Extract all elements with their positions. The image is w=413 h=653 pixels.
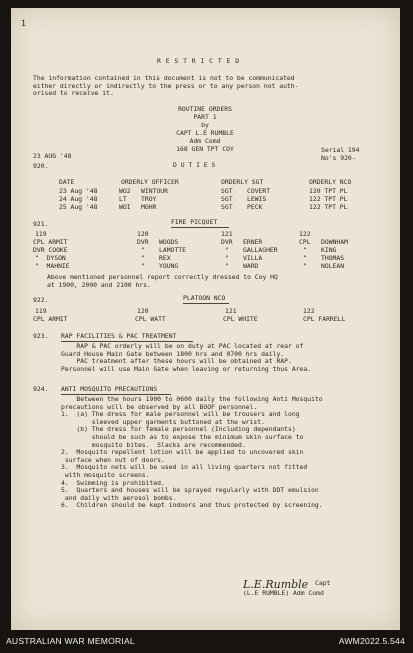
nco-platoon-119: 119 xyxy=(35,307,47,315)
duty-nco: 122 TPT PL xyxy=(309,195,348,203)
duty-officer-name: TROY xyxy=(141,195,157,203)
picquet-note: Above mentioned personnel report correctly dressed to Coy HQ at 1900, 2000 and 2100 hrs. xyxy=(47,273,278,289)
platoon-nco-heading: PLATOON NCO xyxy=(183,294,226,302)
picquet-122-name: KING xyxy=(321,246,337,254)
footer-institution: AUSTRALIAN WAR MEMORIAL xyxy=(6,636,135,646)
duty-date: 24 Aug '48 xyxy=(59,195,98,203)
fire-picquet-heading: FIRE PICQUET xyxy=(171,218,218,226)
item-924-number: 924. xyxy=(33,385,49,393)
picquet-119: " MAHNIE xyxy=(35,262,70,270)
duty-date: 23 Aug '48 xyxy=(59,187,98,195)
officer-role: Adm Comd xyxy=(189,137,221,145)
picquet-121-name: WARD xyxy=(243,262,259,270)
heading-underline xyxy=(183,303,229,304)
rap-heading: RAP FACILITIES & PAC TREATMENT xyxy=(61,332,177,340)
picquet-121-rank: DVR xyxy=(221,238,233,246)
nco-120-name: CPL WATT xyxy=(135,315,166,323)
duty-officer-name: MOHR xyxy=(141,203,157,211)
orders-part: PART 1 xyxy=(193,113,217,121)
rap-body: RAP & PAC orderly will be on duty at PAC located at rear of Guard House Main Gate between 1800 hrs and 0700 hrs daily. PAC treatment after these hours will be obtained at RAP. Personnel will use Main Gate when leaving or returning thus Area. xyxy=(61,342,312,373)
nco-platoon-120: 120 xyxy=(137,307,149,315)
picquet-120-name: REX xyxy=(159,254,171,262)
order-numbers: No's 920- xyxy=(321,154,356,162)
duty-officer-rank: WO2 xyxy=(119,187,131,195)
platoon-121: 121 xyxy=(221,230,233,238)
nco-platoon-122: 122 xyxy=(303,307,315,315)
item-922-number: 922. xyxy=(33,296,49,304)
mosquito-body: Between the hours 1900 to 0600 daily the following Anti Mosquito precautions will be observed by all BOOF personnel. 1. (a) The dress for male personnel will be trousers and long sleeved upper garments buttoned at the wrist. (b) The dress for female personnel (Including dependants) should be such as to expose the minimum skin surface to mosquito bites. Slacks are recommended. 2. Mosquito repellent lotion will be applied to uncovered skin surface when out of doors. 3. Mosquito nets will be used in all living quarters not fitted with mosquito screens. 4. Swimming is prohibited. 5. Quarters and houses will be sprayed regularly with DDT emulsion and daily with aerosol bombs. 6. Children should be kept indoors and thus protected by screening. xyxy=(61,395,323,510)
platoon-120: 120 xyxy=(137,230,149,238)
picquet-119: " DYSON xyxy=(35,254,66,262)
duty-nco: 120 TPT PL xyxy=(309,187,348,195)
footer-accession-number: AWM2022.5.544 xyxy=(338,636,405,646)
picquet-120-rank: " xyxy=(141,262,145,270)
picquet-121-rank: " xyxy=(225,254,229,262)
commanding-officer: CAPT L.E RUMBLE xyxy=(176,129,234,137)
picquet-120-name: LAMOTTE xyxy=(159,246,186,254)
heading-underline xyxy=(171,227,229,228)
picquet-122-name: NOLEAN xyxy=(321,262,345,270)
handwritten-signature: L.E.Rumble xyxy=(243,578,309,591)
duty-officer-rank: WOI xyxy=(119,203,131,211)
nco-121-name: CPL WHITE xyxy=(223,315,258,323)
picquet-122-rank: " xyxy=(303,246,307,254)
unit-name: 168 GEN TPT COY xyxy=(176,145,234,153)
picquet-122-name: DOWNHAM xyxy=(321,238,348,246)
picquet-120-name: YOUNG xyxy=(159,262,179,270)
picquet-121-rank: " xyxy=(225,246,229,254)
picquet-120-name: WOODS xyxy=(159,238,179,246)
item-923-number: 923. xyxy=(33,332,49,340)
nco-122-name: CPL FARRELL xyxy=(303,315,346,323)
duties-col-sgt: ORDERLY SGT xyxy=(221,178,264,186)
duties-heading: D U T I E S xyxy=(173,161,216,169)
restriction-notice: The information contained in this document is not to be communicated either directly or indirectly to the press or to any person not auth- orised to receive it. xyxy=(33,74,299,98)
duty-sgt-rank: SGT xyxy=(221,195,233,203)
picquet-120-rank: DVR xyxy=(137,238,149,246)
nco-119-name: CPL ARMIT xyxy=(33,315,68,323)
platoon-119: 119 xyxy=(35,230,47,238)
duty-nco: 122 TPT PL xyxy=(309,203,348,211)
picquet-122-rank: " xyxy=(303,262,307,270)
duty-sgt-rank: SGT xyxy=(221,203,233,211)
picquet-122-rank: CPL xyxy=(299,238,311,246)
duty-sgt-name: COVERT xyxy=(247,187,271,195)
page-number: 1 xyxy=(21,19,26,28)
picquet-121-name: GALLAGHER xyxy=(243,246,278,254)
duty-date: 25 Aug '48 xyxy=(59,203,98,211)
picquet-120-rank: " xyxy=(141,246,145,254)
by-label: by xyxy=(201,121,209,129)
duty-officer-name: WINTOUR xyxy=(141,187,168,195)
serial-number: Serial 194 xyxy=(321,146,360,154)
picquet-119: DVR COOKE xyxy=(33,246,68,254)
picquet-121-name: VILLA xyxy=(243,254,263,262)
item-921-number: 921. xyxy=(33,220,49,228)
picquet-121-name: ERNER xyxy=(243,238,263,246)
duty-sgt-name: PECK xyxy=(247,203,263,211)
orders-title: ROUTINE ORDERS xyxy=(178,105,232,113)
classification: R E S T R I C T E D xyxy=(157,57,240,65)
duty-sgt-rank: SGT xyxy=(221,187,233,195)
duties-col-nco: ORDERLY NCO xyxy=(309,178,352,186)
item-920-number: 920. xyxy=(33,162,49,170)
duties-col-date: DATE xyxy=(59,178,75,186)
signatory-rank: Capt xyxy=(315,579,331,587)
picquet-122-name: THOMAS xyxy=(321,254,345,262)
order-date: 23 AUG '48 xyxy=(33,152,72,160)
duty-officer-rank: LT xyxy=(119,195,127,203)
duty-sgt-name: LEWIS xyxy=(247,195,267,203)
nco-platoon-121: 121 xyxy=(225,307,237,315)
picquet-120-rank: " xyxy=(141,254,145,262)
picquet-122-rank: " xyxy=(303,254,307,262)
duties-col-officer: ORDERLY OFFICER xyxy=(121,178,179,186)
document-page xyxy=(11,8,400,630)
signatory-name: (L.E RUMBLE) Adm Comd xyxy=(243,589,324,597)
platoon-122: 122 xyxy=(299,230,311,238)
picquet-119: CPL ARMIT xyxy=(33,238,68,246)
mosquito-heading: ANTI MOSQUITO PRECAUTIONS xyxy=(61,385,158,393)
picquet-121-rank: " xyxy=(225,262,229,270)
